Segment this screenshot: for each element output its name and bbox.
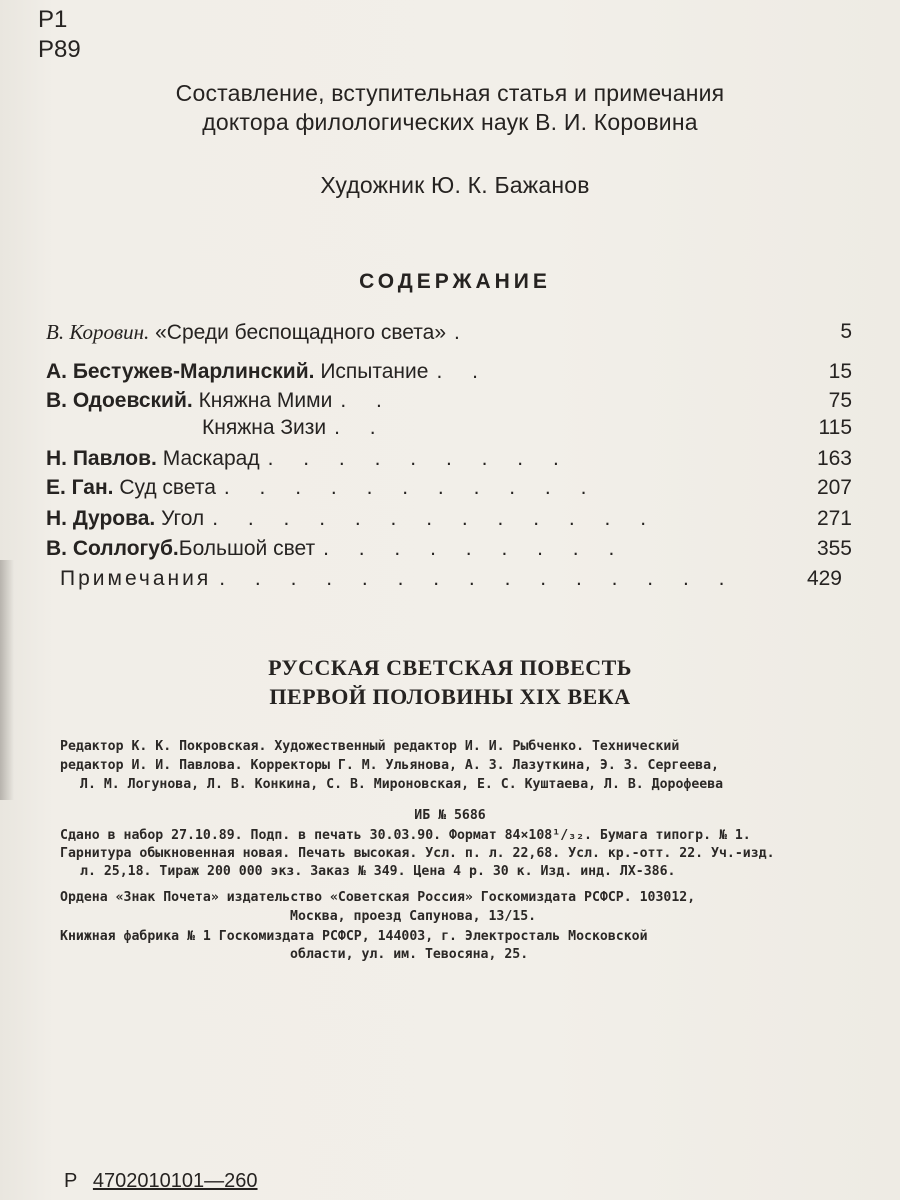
imprint-editors-line-3: Л. М. Логунова, Л. В. Конкина, С. В. Мироновская, Е. С. Куштаева, Л. В. Дорофеева xyxy=(80,777,724,792)
toc-page-number: 15 xyxy=(828,360,852,383)
toc-page-number: 429 xyxy=(806,567,842,590)
toc-page-number: 115 xyxy=(818,416,852,439)
toc-dots: . . xyxy=(340,389,394,412)
toc-page-number: 163 xyxy=(816,447,852,470)
udk-code-1: Р1 xyxy=(38,6,68,33)
imprint-editors-line-2: редактор И. И. Павлова. Корректоры Г. М. Ульянова, А. З. Лазуткина, Э. З. Сергеева, xyxy=(60,758,719,773)
book-title-line-2: ПЕРВОЙ ПОЛОВИНЫ XIX ВЕКА xyxy=(269,684,631,709)
toc-dots: . . . . . . . . . xyxy=(267,447,571,470)
toc-dots: . . . . . . . . . . . xyxy=(223,476,599,499)
toc-author: В. Коровин. xyxy=(46,320,150,344)
book-title-line-1: РУССКАЯ СВЕТСКАЯ ПОВЕСТЬ xyxy=(268,655,632,680)
toc-dots: . . xyxy=(436,360,490,383)
toc-page-number: 355 xyxy=(816,537,852,560)
imprint-editors-line-1: Редактор К. К. Покровская. Художественный редактор И. И. Рыбченко. Технический xyxy=(60,739,680,754)
toc-page-number: 271 xyxy=(816,507,852,530)
imprint-publisher-line-2: Москва, проезд Сапунова, 13/15. xyxy=(290,909,537,924)
toc-author: В. Одоевский. xyxy=(46,389,193,412)
toc-entry xyxy=(46,476,852,506)
toc-page-number: 75 xyxy=(828,389,852,412)
imprint-factory-line-2: области, ул. им. Тевосяна, 25. xyxy=(290,947,529,962)
toc-entry xyxy=(46,389,852,419)
toc-title: Суд света xyxy=(119,476,216,499)
toc-title: Угол xyxy=(161,507,205,530)
toc-page-number: 5 xyxy=(840,320,852,343)
toc-title: Примечания xyxy=(60,567,212,590)
toc-author: Е. Ган. xyxy=(46,476,114,499)
toc-entry xyxy=(46,416,852,446)
catalog-code-prefix: Р xyxy=(64,1170,78,1192)
toc-title: «Среди беспощадного света» xyxy=(155,321,447,344)
toc-dots: . xyxy=(454,321,472,344)
toc-title: Княжна Мими xyxy=(198,389,333,412)
toc-author: А. Бестужев-Марлинский. xyxy=(46,360,315,383)
toc-entry xyxy=(46,567,852,597)
toc-entry xyxy=(46,447,852,477)
imprint-print-line-1: Сдано в набор 27.10.89. Подп. в печать 30.03.90. Формат 84×108¹/₃₂. Бумага типогр. № 1. xyxy=(60,828,751,843)
imprint-factory-line-1: Книжная фабрика № 1 Госкомиздата РСФСР, 144003, г. Электросталь Московской xyxy=(60,929,648,944)
toc-title: Испытание xyxy=(320,360,429,383)
imprint-publisher-line-1: Ордена «Знак Почета» издательство «Советская Россия» Госкомиздата РСФСР. 103012, xyxy=(60,890,696,905)
udk-code-2: Р89 xyxy=(38,36,81,63)
imprint-ib-number: ИБ № 5686 xyxy=(414,808,486,823)
toc-author: В. Соллогуб. xyxy=(46,537,179,560)
catalog-code xyxy=(64,1170,258,1193)
imprint-print-line-3: л. 25,18. Тираж 200 000 экз. Заказ № 349. Цена 4 р. 30 к. Изд. инд. ЛХ-386. xyxy=(80,864,676,879)
toc-dots: . . . . . . . . . . . . . xyxy=(212,507,659,530)
toc-title: Большой свет xyxy=(178,537,316,560)
toc-dots: . . xyxy=(334,416,388,439)
toc-entry xyxy=(46,537,852,567)
toc-author: Н. Дурова. xyxy=(46,507,156,530)
toc-title: Княжна Зизи xyxy=(202,416,327,439)
toc-title: Маскарад xyxy=(162,447,260,470)
compiler-credit-line-2: доктора филологических наук В. И. Коровина xyxy=(202,109,698,135)
toc-dots: . . . . . . . . . xyxy=(323,537,627,560)
catalog-code-number: 4702010101—260 xyxy=(92,1170,258,1192)
toc-author: Н. Павлов. xyxy=(46,447,157,470)
imprint-print-line-2: Гарнитура обыкновенная новая. Печать высокая. Усл. п. л. 22,68. Усл. кр.-отт. 22. Уч.-изд. xyxy=(60,846,775,861)
contents-heading: СОДЕРЖАНИЕ xyxy=(359,270,551,293)
toc-entry xyxy=(46,360,852,390)
toc-dots: . . . . . . . . . . . . . . . xyxy=(219,567,737,590)
toc-entry xyxy=(46,320,852,350)
artist-credit: Художник Ю. К. Бажанов xyxy=(320,172,590,198)
compiler-credit-line-1: Составление, вступительная статья и примечания xyxy=(175,80,725,106)
toc-page-number: 207 xyxy=(816,476,852,499)
toc-entry xyxy=(46,507,852,537)
